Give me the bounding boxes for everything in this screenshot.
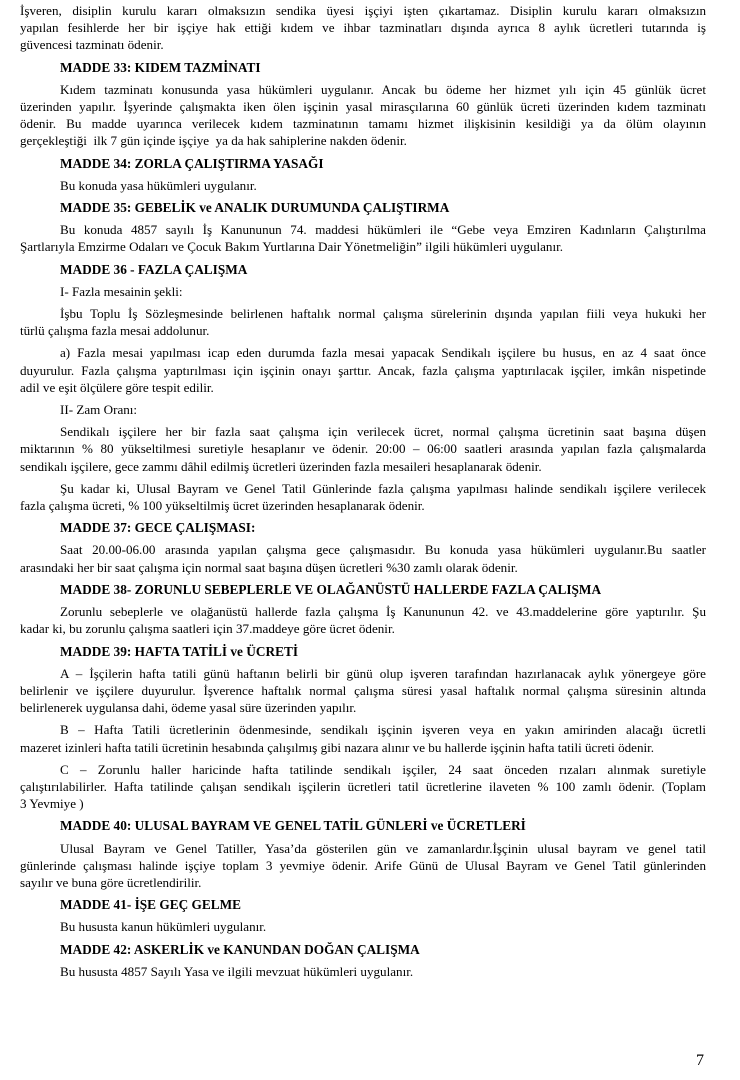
- paragraph-line: miktarının % 80 yükseltilmesi suretiyle hesaplanır ve ödenir. 20:00 – 06:00 saatleri arasında yapılan fazla çalışmalarda: [20, 441, 706, 457]
- paragraph: [20, 603, 706, 637]
- paragraph-line: çalıştırılabilirler. Hafta tatilinde çalışan sendikalı işçilerin ücretleri tatil ücretlerine ilaveten % 100 zamlı ödenir. (Toplam: [20, 778, 706, 794]
- paragraph-line: Şartlarıyla Emzirme Odaları ve Çocuk Bakım Yurtlarına Dair Yönetmeliğin” ilgili hükümleri uygulanır.: [20, 239, 564, 255]
- paragraph: [20, 81, 706, 150]
- paragraph: [20, 480, 706, 514]
- paragraph: [60, 963, 706, 980]
- paragraph-line: sayılır ve buna göre ücretlendirilir.: [20, 874, 202, 890]
- section-heading: MADDE 42: ASKERLİK ve KANUNDAN DOĞAN ÇALIŞMA: [60, 941, 420, 957]
- section-heading: MADDE 38- ZORUNLU SEBEPLERLE VE OLAĞANÜSTÜ HALLERDE FAZLA ÇALIŞMA: [60, 581, 602, 597]
- paragraph-line: a) Fazla mesai yapılması icap eden durumda fazla mesai yapacak Sendikalı işçilere bu husus, en az 4 saat önce: [60, 345, 706, 361]
- paragraph-line: Şu kadar ki, Ulusal Bayram ve Genel Tatil Günlerinde fazla çalışma yapılması halinde sendikalı işçilere verilecek: [60, 480, 706, 496]
- section-heading: MADDE 40: ULUSAL BAYRAM VE GENEL TATİL GÜNLERİ ve ÜCRETLERİ: [60, 818, 526, 834]
- page-number: 7: [696, 1052, 704, 1069]
- paragraph: [20, 2, 706, 54]
- paragraph-line: I- Fazla mesainin şekli:: [60, 283, 183, 299]
- paragraph-line: C – Zorunlu haller haricinde hafta tatilinde sendikalı işçiler, 24 saat önceden rızaları alınmak suretiyle: [60, 761, 706, 777]
- paragraph: [20, 761, 706, 813]
- paragraph: [20, 344, 706, 396]
- paragraph: [60, 401, 706, 418]
- document-page: [20, 2, 706, 985]
- paragraph-line: Bu hususta 4857 Sayılı Yasa ve ilgili mevzuat hükümleri uygulanır.: [60, 963, 414, 979]
- paragraph-line: II- Zam Oranı:: [60, 402, 138, 418]
- paragraph-line: duyurulur. Fazla çalışma yaptırılması için işçinin onayı şarttır. Ancak, fazla çalışma yaptırılacak işçiler, imkân nispetinde: [20, 362, 706, 378]
- paragraph-line: Ulusal Bayram ve Genel Tatiller, Yasa’da gösterilen gün ve zamanlardır.İşçinin ulusal bayram ve genel tatil: [60, 840, 706, 856]
- paragraph-line: fazla çalışma ücreti, % 100 yükseltilmiş ücret üzerinden hesaplanarak ödenir.: [20, 498, 425, 514]
- section-heading: MADDE 37: GECE ÇALIŞMASI:: [60, 520, 256, 536]
- paragraph-line: belirlenerek uygulansa dahi, ödeme yasal süre üzerinden yapılır.: [20, 700, 357, 716]
- paragraph-line: İşbu Toplu İş Sözleşmesinde belirlenen haftalık normal çalışma sürelerinin dışında yapılan fiili veya hukuki her: [60, 306, 706, 322]
- paragraph-line: ödenir. Bu madde uyarınca verilecek kıdem tazminatının tamamı hizmet ilişkisinin kesildiği ya da ölüm olayının: [20, 116, 706, 132]
- paragraph-line: Kıdem tazminatı konusunda yasa hükümleri uygulanır. Ancak bu ödeme her hizmet yılı için 45 günlük ücret: [60, 81, 706, 97]
- paragraph-line: 3 Yevmiye ): [20, 796, 84, 812]
- paragraph-line: Sendikalı işçilere her bir fazla saat çalışma için verilecek ücret, normal çalışma ücretinin saat başına düşen: [60, 424, 706, 440]
- paragraph-line: kadar ki, bu zorunlu çalışma saatleri için 37.maddeye göre ücret ödenir.: [20, 621, 395, 637]
- paragraph-line: Bu konuda 4857 sayılı İş Kanununun 74. maddesi hükümleri ile “Gebe veya Emziren Kadınların Çalıştırılma: [60, 222, 706, 238]
- paragraph-line: Saat 20.00-06.00 arasında yapılan çalışma gece çalışmasıdır. Bu konuda yasa hükümleri uygulanır.Bu saatler: [60, 542, 706, 558]
- section-heading: MADDE 35: GEBELİK ve ANALIK DURUMUNDA ÇALIŞTIRMA: [60, 200, 450, 216]
- section-heading: MADDE 34: ZORLA ÇALIŞTIRMA YASAĞI: [60, 155, 324, 171]
- paragraph: [20, 840, 706, 892]
- paragraph-line: belirlenir ve işçilere duyurulur. İşverence haftalık normal çalışma süresi yasal haftalık normal çalışma süresinin altında: [20, 682, 706, 698]
- section-heading: MADDE 36 - FAZLA ÇALIŞMA: [60, 261, 248, 277]
- paragraph-line: günlerinde çalışması halinde işçiye toplam 3 yevmiye ödenir. Arife Günü de Ulusal Bayram ve Genel Tatil günlerinden: [20, 857, 706, 873]
- paragraph-line: sendikalı işçilere, gece zammı dâhil edilmiş ücretleri üzerinden fazla mesaileri hesaplanarak ödenir.: [20, 458, 542, 474]
- section-heading: MADDE 41- İŞE GEÇ GELME: [60, 897, 242, 913]
- paragraph: [20, 665, 706, 717]
- paragraph-line: güvencesi tazminatı ödenir.: [20, 37, 164, 53]
- section-heading: MADDE 39: HAFTA TATİLİ ve ÜCRETİ: [60, 643, 299, 659]
- paragraph: [60, 283, 706, 300]
- paragraph-line: Bu hususta kanun hükümleri uygulanır.: [60, 919, 267, 935]
- paragraph-line: üzerinden yapılır. İşyerinde çalışmakta iken ölen işçinin yasal mirasçılarına 60 günlük ücreti üzerinden kıdem tazminatı: [20, 99, 706, 115]
- paragraph: [20, 305, 706, 339]
- paragraph-line: adil ve eşit ölçülere göre tespit edilir.: [20, 379, 214, 395]
- paragraph-line: yapılan fesihlerde her bir işçiye hak ettiği kıdem ve ihbar tazminatları dışında ayrıca 8 aylık ücretleri tutarında iş: [20, 20, 706, 36]
- section-heading: MADDE 33: KIDEM TAZMİNATI: [60, 59, 261, 75]
- paragraph: [20, 423, 706, 475]
- paragraph: [60, 918, 706, 935]
- paragraph: [20, 221, 706, 255]
- paragraph-line: arasındaki her bir saat çalışma için normal saat başına düşen ücretleri %30 zamlı olarak ödenir.: [20, 559, 518, 575]
- paragraph-line: İşveren, disiplin kurulu kararı olmaksızın sendika üyesi işçiyi işten çıkartamaz. Disiplin kurulu kararı olmaksızın: [20, 3, 706, 18]
- paragraph-line: Bu konuda yasa hükümleri uygulanır.: [60, 177, 257, 193]
- paragraph-line: türlü çalışma fazla mesai addolunur.: [20, 323, 210, 339]
- paragraph-line: gerçekleştiği ilk 7 gün içinde işçiye ya da hak sahiplerine nakden ödenir.: [20, 133, 407, 149]
- paragraph: [60, 177, 706, 194]
- paragraph: [20, 541, 706, 575]
- paragraph-line: A – İşçilerin hafta tatili günü haftanın belirli bir günü olup işveren tarafından hazırlanacak aylık yönergeye göre: [60, 665, 706, 681]
- paragraph: [20, 721, 706, 755]
- paragraph-line: Zorunlu sebeplerle ve olağanüstü hallerde fazla çalışma İş Kanununun 42. ve 43.maddelerine göre yaptırılır. Şu: [60, 604, 706, 620]
- paragraph-line: mazeret izinleri hafta tatili ücretinin hesabında çalışılmış gibi nazara alınır ve bu hallerde işçinin hafta tatili ücreti ödenir.: [20, 739, 655, 755]
- paragraph-line: B – Hafta Tatili ücretlerinin ödenmesinde, sendikalı işçinin işveren veya en yakın amirinden alacağı ücretli: [60, 722, 706, 738]
